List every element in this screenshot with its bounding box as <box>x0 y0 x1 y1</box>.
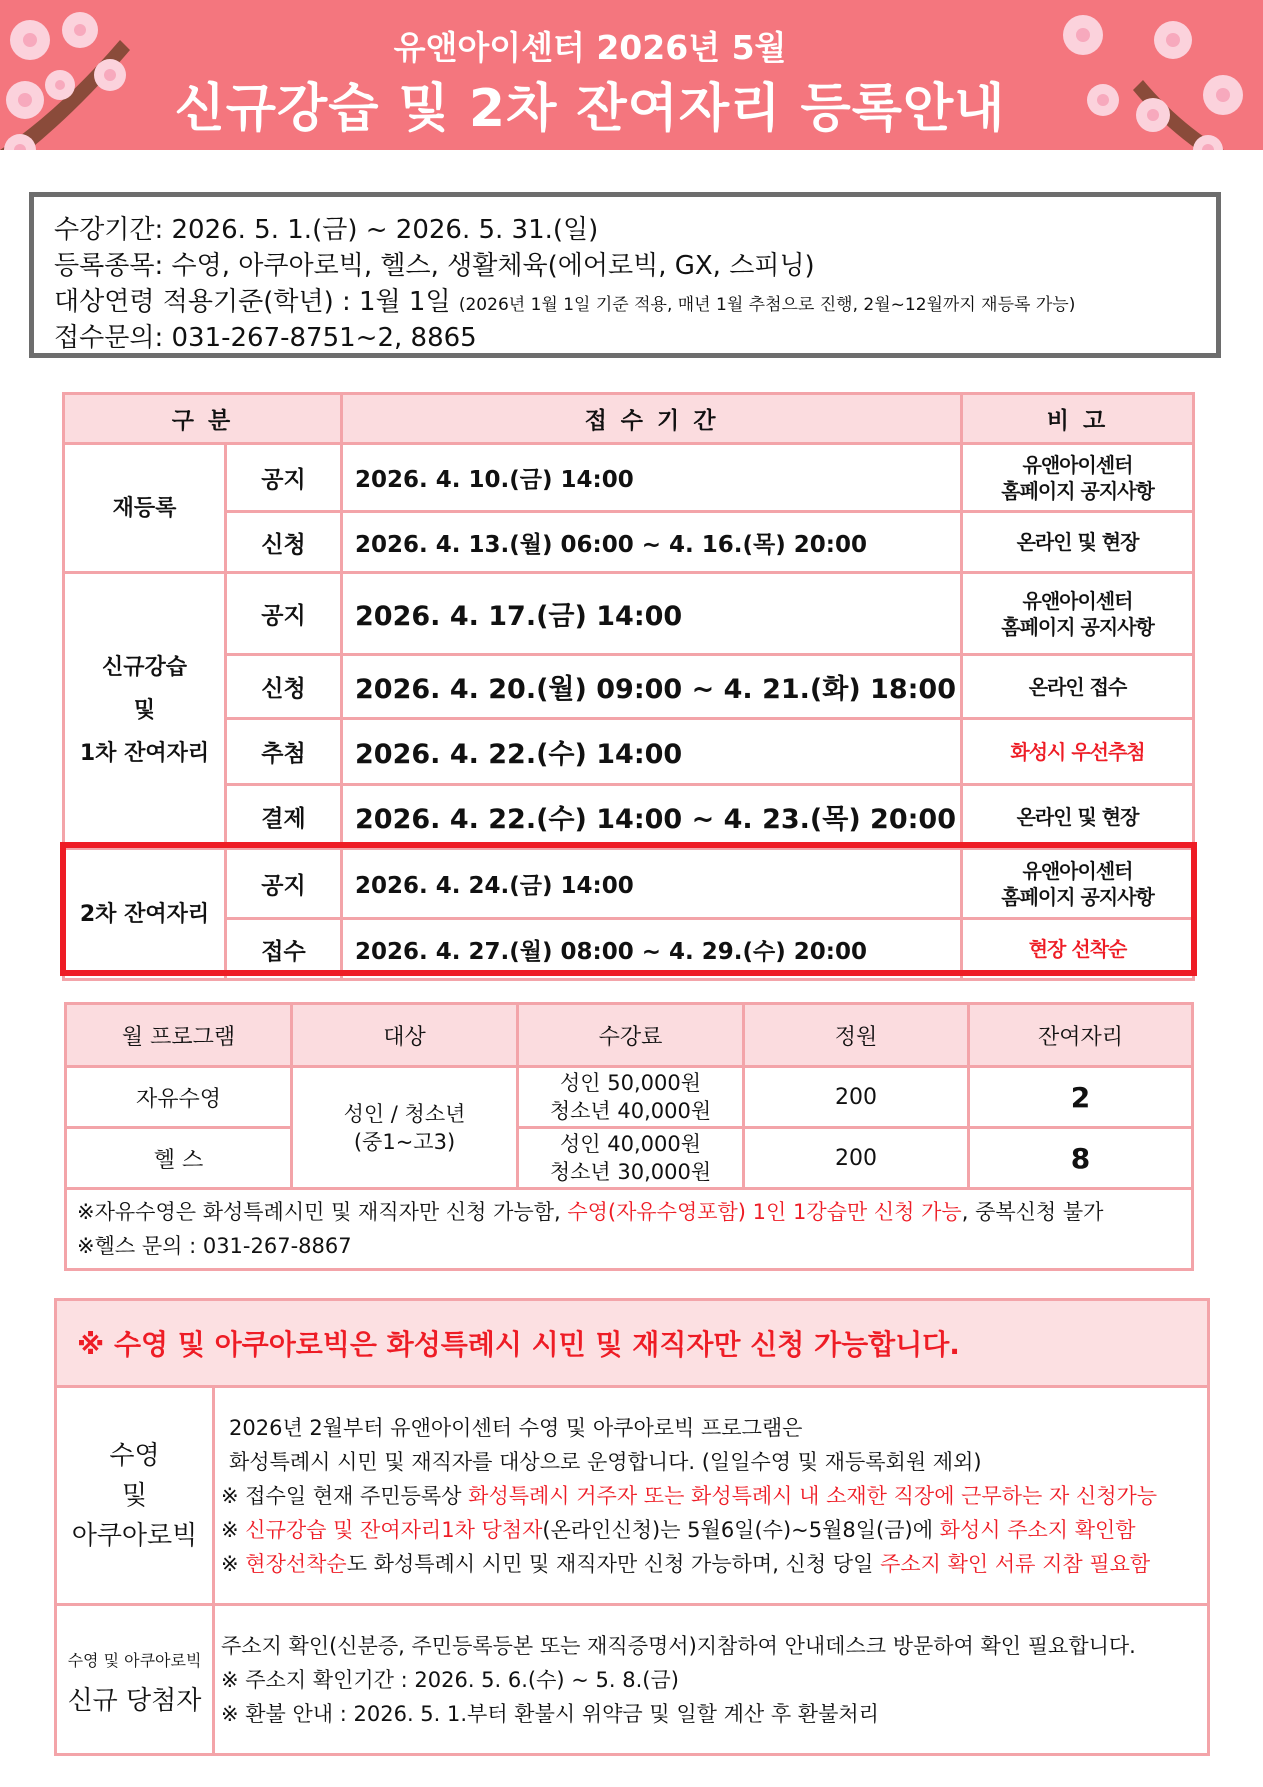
period-cell: 2026. 4. 27.(월) 08:00 ~ 4. 29.(수) 20:00 <box>342 919 962 980</box>
label-new-winner: 수영 및 아쿠아로빅 신규 당첨자 <box>56 1605 214 1755</box>
target-cell: 성인 / 청소년 (중1~고3) <box>292 1067 518 1189</box>
period-cell: 2026. 4. 13.(월) 06:00 ~ 4. 16.(목) 20:00 <box>342 512 962 573</box>
period-cell: 2026. 4. 20.(월) 09:00 ~ 4. 21.(화) 18:00 <box>342 655 962 719</box>
sub-reception: 접수 <box>226 919 342 980</box>
age-note: (2026년 1월 1일 기준 적용, 매년 1월 추첨으로 진행, 2월~12월까지 재등록 가능) <box>458 295 1076 315</box>
header-period: 접 수 기 간 <box>342 394 962 444</box>
note-cell: 유앤아이센터 홈페이지 공지사항 <box>962 849 1194 919</box>
notice-header: ※ 수영 및 아쿠아로빅은 화성특례시 시민 및 재직자만 신청 가능합니다. <box>56 1300 1209 1387</box>
header-remaining: 잔여자리 <box>969 1004 1193 1067</box>
program-name: 자유수영 <box>66 1067 292 1128</box>
header-fee: 수강료 <box>518 1004 744 1067</box>
note-cell: 온라인 및 현장 <box>962 512 1194 573</box>
program-table <box>64 1002 1194 1271</box>
new-winner-text: 주소지 확인(신분증, 주민등록등본 또는 재직증명서)지참하여 안내데스크 방문하여 확인 필요합니다. ※ 주소지 확인기간 : 2026. 5. 6.(수) ~ 5. 8.(금) ※ 환불 안내 : 2026. 5. 1.부터 환불시 위약금 및 일할 계산 후 환불처리 <box>214 1605 1209 1755</box>
fee-cell: 성인 40,000원 청소년 30,000원 <box>518 1128 744 1189</box>
period-cell: 2026. 4. 24.(금) 14:00 <box>342 849 962 919</box>
remaining-cell: 8 <box>969 1128 1193 1189</box>
period-cell: 2026. 4. 10.(금) 14:00 <box>342 444 962 512</box>
period-cell: 2026. 4. 22.(수) 14:00 <box>342 719 962 785</box>
note-cell: 유앤아이센터 홈페이지 공지사항 <box>962 444 1194 512</box>
remaining-cell: 2 <box>969 1067 1193 1128</box>
note-cell-first-come: 현장 선착순 <box>962 919 1194 980</box>
swim-aqua-text: 2026년 2월부터 유앤아이센터 수영 및 아쿠아로빅 프로그램은 화성특례시 시민 및 재직자를 대상으로 운영합니다. (일일수영 및 재등록회원 제외) ※ 접수일 현재 주민등록상 화성특례시 거주자 또는 화성특례시 내 소재한 직장에 근무하는 자 신청가능 ※ 신규강습 및 잔여자리1차 당첨자(온라인신청)는 5월6일(수)~5월8일(금)에 화성시 주소지 확인함 ※ 현장선착순도 화성특례시 시민 및 재직자만 신청 가능하며, 신청 당일 주소지 확인 서류 지참 필요함 <box>214 1387 1209 1605</box>
info-box <box>29 192 1221 358</box>
period-text: 수강기간: 2026. 5. 1.(금) ~ 2026. 5. 31.(일) <box>54 215 599 245</box>
header-program: 월 프로그램 <box>66 1004 292 1067</box>
banner-subtitle: 유앤아이센터 2026년 5월 <box>393 28 787 67</box>
sub-notice: 공지 <box>226 573 342 655</box>
note-cell: 온라인 및 현장 <box>962 785 1194 849</box>
contact-text: 접수문의: 031-267-8751~2, 8865 <box>54 323 477 353</box>
category-reregister: 재등록 <box>64 444 226 573</box>
sub-notice: 공지 <box>226 444 342 512</box>
banner-title: 신규강습 및 2차 잔여자리 등록안내 <box>174 79 1006 139</box>
schedule-table <box>62 392 1195 981</box>
header-category: 구 분 <box>64 394 342 444</box>
note-gym: ※헬스 문의 : 031-267-8867 <box>77 1234 352 1258</box>
note-swim: ※자유수영은 화성특례시민 및 재직자만 신청 가능함, 수영(자유수영포함) 1인 1강습만 신청 가능, 중복신청 불가 <box>77 1200 1104 1224</box>
note-cell-priority: 화성시 우선추첨 <box>962 719 1194 785</box>
header-capacity: 정원 <box>744 1004 969 1067</box>
capacity-cell: 200 <box>744 1067 969 1128</box>
note-cell: 유앤아이센터 홈페이지 공지사항 <box>962 573 1194 655</box>
header-banner <box>0 0 1263 150</box>
program-notes <box>66 1189 1193 1270</box>
sub-apply: 신청 <box>226 655 342 719</box>
sub-notice: 공지 <box>226 849 342 919</box>
notice-table <box>54 1298 1210 1756</box>
header-note: 비 고 <box>962 394 1194 444</box>
sub-draw: 추첨 <box>226 719 342 785</box>
header-target: 대상 <box>292 1004 518 1067</box>
age-text <box>54 281 1075 318</box>
items-text: 등록종목: 수영, 아쿠아로빅, 헬스, 생활체육(에어로빅, GX, 스피닝) <box>54 251 815 281</box>
sub-payment: 결제 <box>226 785 342 849</box>
program-name: 헬 스 <box>66 1128 292 1189</box>
period-cell: 2026. 4. 17.(금) 14:00 <box>342 573 962 655</box>
age-main: 대상연령 적용기준(학년) : 1월 1일 <box>54 287 459 317</box>
category-new-class: 신규강습 및 1차 잔여자리 <box>64 573 226 849</box>
fee-cell: 성인 50,000원 청소년 40,000원 <box>518 1067 744 1128</box>
note-cell: 온라인 접수 <box>962 655 1194 719</box>
period-cell: 2026. 4. 22.(수) 14:00 ~ 4. 23.(목) 20:00 <box>342 785 962 849</box>
label-swim-aqua: 수영 및 아쿠아로빅 <box>56 1387 214 1605</box>
capacity-cell: 200 <box>744 1128 969 1189</box>
category-second-round: 2차 잔여자리 <box>64 849 226 980</box>
sub-apply: 신청 <box>226 512 342 573</box>
